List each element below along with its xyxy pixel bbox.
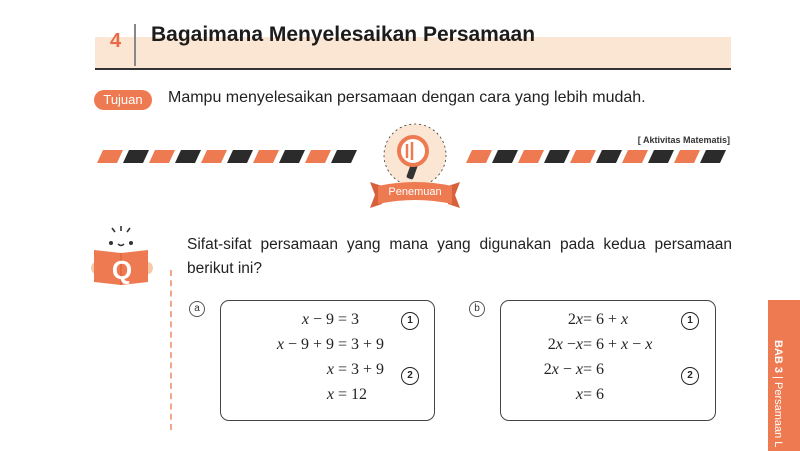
header-underline xyxy=(95,68,731,70)
section-divider xyxy=(134,24,136,66)
q-letter: Q xyxy=(111,255,133,285)
question-book-icon xyxy=(90,222,154,292)
part-b-letter: b xyxy=(469,301,485,317)
part-a-mark-1: 1 xyxy=(401,312,419,330)
chapter-separator: | xyxy=(772,376,784,379)
magnifier-icon xyxy=(360,120,470,220)
right-stripe-bar xyxy=(466,150,731,164)
chapter-side-label xyxy=(772,340,784,447)
part-b-mark-1: 1 xyxy=(681,312,699,330)
tujuan-badge: Tujuan xyxy=(94,90,152,110)
penemuan-label: Penemuan xyxy=(388,186,442,198)
penemuan-emblem xyxy=(360,120,470,220)
section-number: 4 xyxy=(110,30,122,52)
part-a-mark-2: 2 xyxy=(401,367,419,385)
chapter-title: Persamaan L xyxy=(772,382,784,448)
question-text: Sifat-sifat persamaan yang mana yang digunakan pada kedua persamaan berikut ini? xyxy=(187,236,732,277)
aktivitas-label: [ Aktivitas Matematis] xyxy=(637,135,730,145)
tujuan-text: Mampu menyelesaikan persamaan dengan cara yang lebih mudah. xyxy=(168,89,646,106)
section-header xyxy=(95,24,731,70)
part-a-box: x − 9 = 3 x − 9 + 9 = 3 + 9 x = 3 + 9 x = 12 1 2 xyxy=(220,300,435,421)
dashed-guide-line xyxy=(170,270,172,430)
chapter-number: BAB 3 xyxy=(772,340,784,374)
part-b-mark-2: 2 xyxy=(681,367,699,385)
section-title: Bagaimana Menyelesaikan Persamaan xyxy=(151,23,536,46)
part-b-box: 2x = 6 + x 2x −x = 6 + x − x 2x − x = 6 x = 6 1 2 xyxy=(500,300,716,421)
part-a-letter: a xyxy=(189,301,205,317)
left-stripe-bar xyxy=(97,150,362,164)
